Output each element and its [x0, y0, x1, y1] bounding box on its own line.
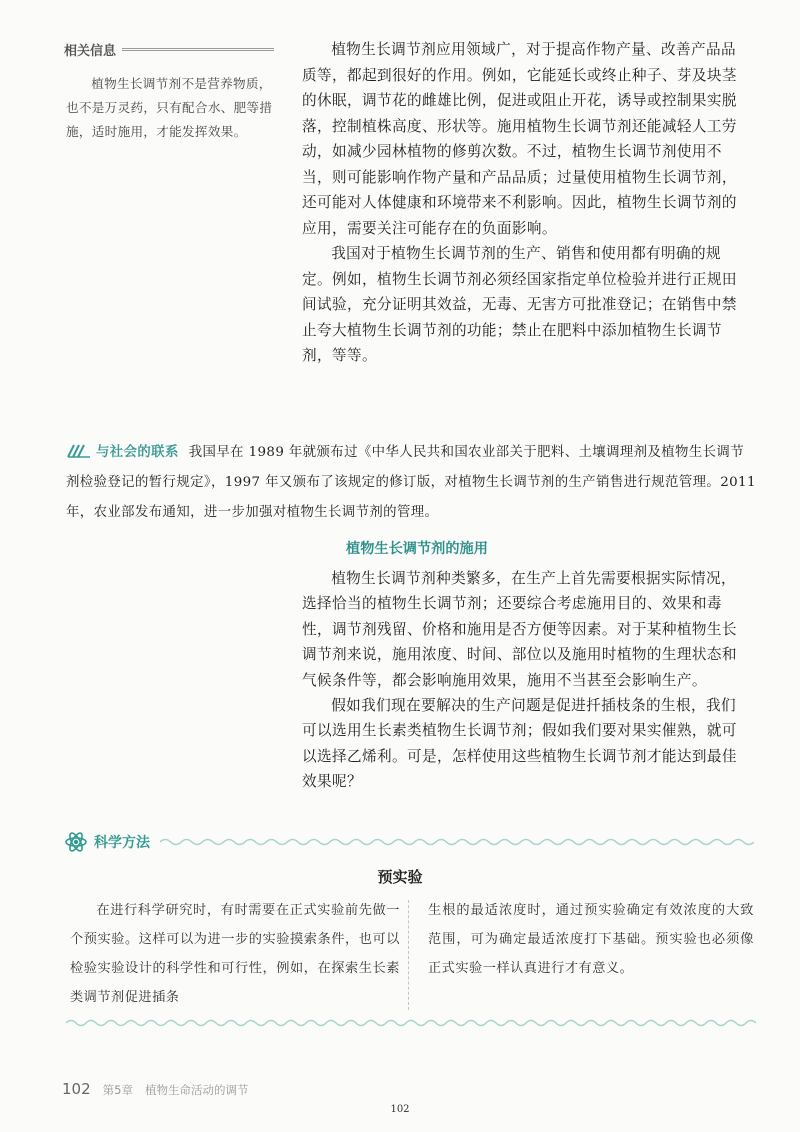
page-number: 102: [62, 1080, 91, 1098]
atom-icon: [64, 830, 88, 854]
sidenote-text: 植物生长调节剂不是营养物质，也不是万灵药，只有配合水、肥等措施，适时施用，才能发挥效果。: [66, 76, 273, 139]
society-connection-label: 与社会的联系: [96, 445, 179, 460]
pre-experiment-text-right: 生根的最适浓度时，通过预实验确定有效浓度的大致范围，可为确定最适浓度打下基础。预实验也必须像正式实验一样认真进行才有意义。: [428, 903, 754, 976]
main-paragraph-2: 我国对于植物生长调节剂的生产、销售和使用都有明确的规定。例如，植物生长调节剂必须经国家指定单位检验并进行正规田间试验，充分证明其效益，无毒、无害方可批准登记；在销售中禁止夸大植物生长调节剂的功能；禁止在肥料中添加植物生长调节剂，等等。: [302, 245, 737, 364]
section-paragraph-2: 假如我们现在要解决的生产问题是促进扦插枝条的生根，我们可以选用生长素类植物生长调节剂；假如我们要对果实催熟，就可以选择乙烯利。可是，怎样使用这些植物生长调节剂才能达到最佳效果呢？: [302, 697, 737, 791]
section-text: [302, 566, 748, 795]
scan-page-number: 102: [390, 1104, 410, 1115]
wave-divider: [160, 837, 754, 847]
society-connection-box: [66, 438, 756, 528]
science-method-header: [64, 828, 754, 856]
pre-experiment-title: 预实验: [377, 868, 423, 886]
science-method-label: 科学方法: [94, 835, 150, 851]
main-paragraph-1: 植物生长调节剂应用领域广，对于提高作物产量、改善产品品质等，都起到很好的作用。例如，它能延长或终止种子、芽及块茎的休眠，调节花的雌雄比例，促进或阻止开花，诱导或控制果实脱落，控制植株高度、形状等。施用植物生长调节剂还能减轻人工劳动，如减少园林植物的修剪次数。不过，植物生长调节剂使用不当，则可能影响作物产量和产品品质；过量使用植物生长调节剂，还可能对人体健康和环境带来不利影响。因此，植物生长调节剂的应用，需要关注可能存在的负面影响。: [302, 41, 737, 237]
sidenote-title: 相关信息: [64, 44, 117, 59]
section-paragraph-1: 植物生长调节剂种类繁多，在生产上首先需要根据实际情况，选择恰当的植物生长调节剂；还要综合考虑施用目的、效果和毒性，调节剂残留、价格和施用是否方便等因素。对于某种植物生长调节剂来说，施用浓度、时间、部位以及施用时植物的生理状态和气候条件等，都会影响施用效果，施用不当甚至会影响生产。: [302, 570, 737, 689]
pre-experiment-text-left: 在进行科学研究时，有时需要在正式实验前先做一个预实验。这样可以为进一步的实验摸索条件，也可以检验实验设计的科学性和可行性，例如，在探索生长素类调节剂促进插条: [70, 903, 400, 1005]
section-title: 植物生长调节剂的施用: [346, 541, 488, 557]
chapter-label: 第5章: [102, 1083, 133, 1097]
society-connection-text: 我国早在 1989 年就颁布过《中华人民共和国农业部关于肥料、土壤调理剂及植物生长调节剂检验登记的暂行规定》，1997 年又颁布了该规定的修订版，对植物生长调节剂的生产销售进行规范管理。2011 年，农业部发布通知，进一步加强对植物生长调节剂的管理。: [66, 445, 756, 520]
bottom-wave-divider: [66, 1018, 756, 1028]
hatch-icon: [66, 443, 92, 459]
page-footer: [62, 1080, 248, 1098]
column-divider: [408, 900, 409, 1010]
chapter-title: 植物生命活动的调节: [144, 1083, 249, 1097]
sidenote-rule: [122, 48, 274, 51]
sidenote-header: [64, 40, 274, 59]
main-text: [302, 37, 748, 369]
